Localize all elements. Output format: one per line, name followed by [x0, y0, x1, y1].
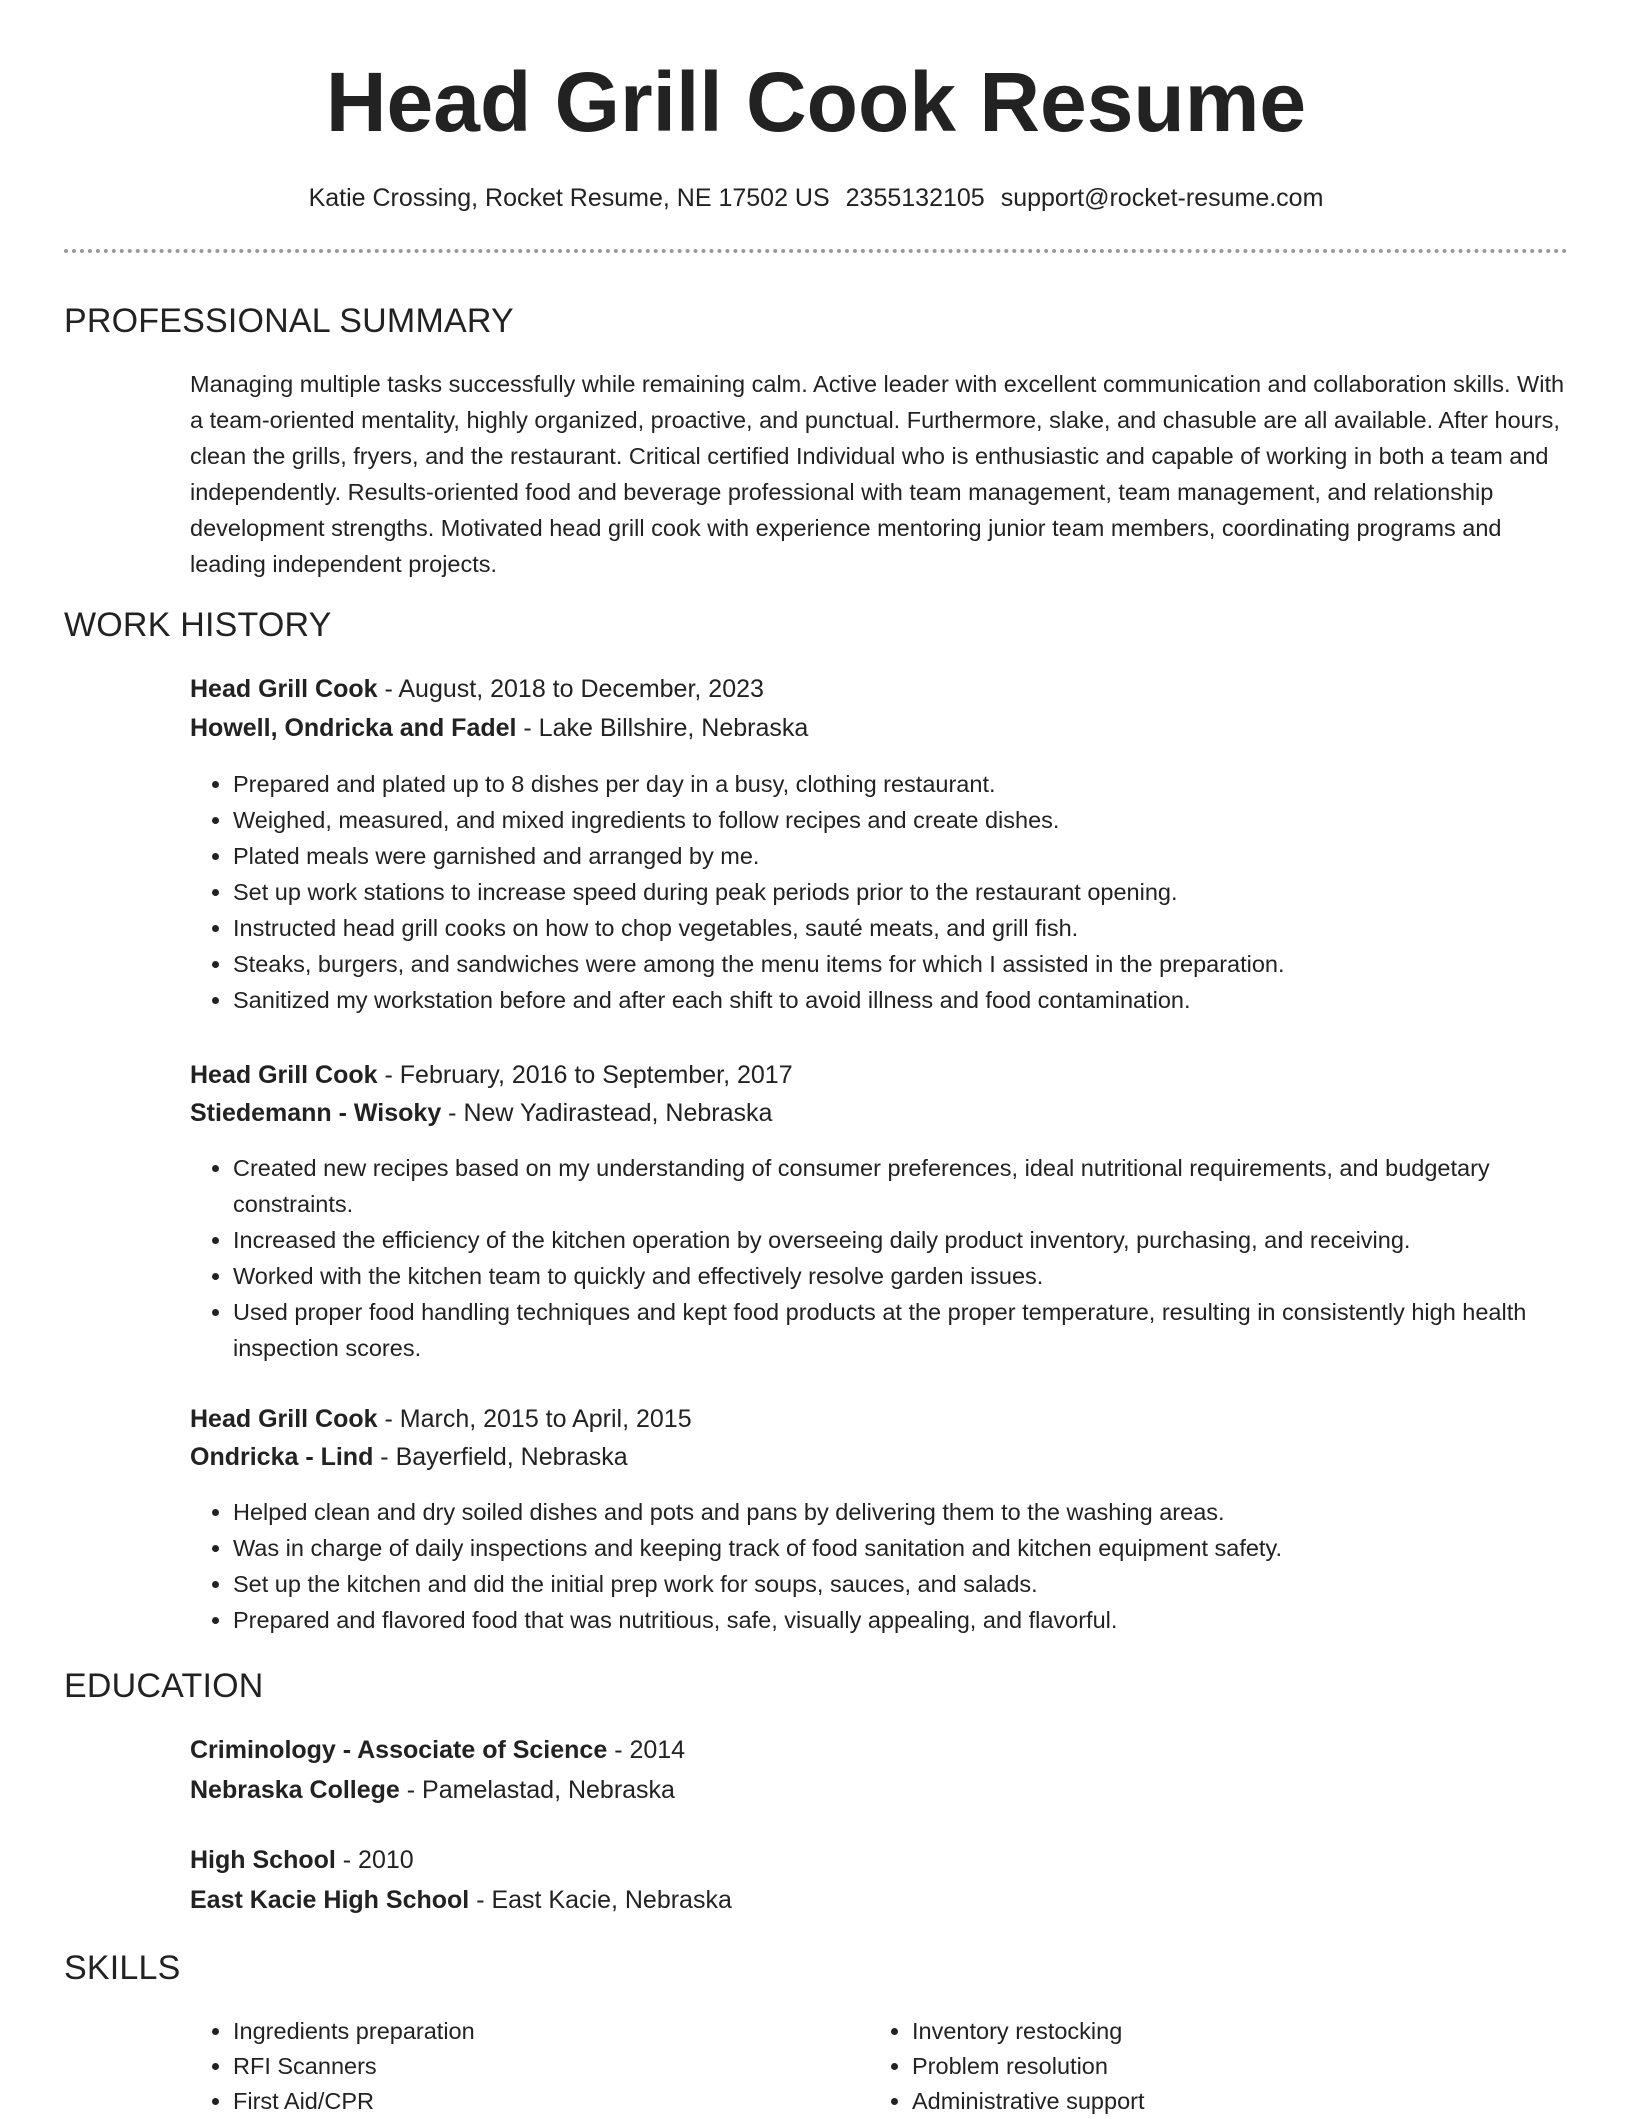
education-heading: EDUCATION [64, 1667, 264, 1705]
list-item: • Weighed, measured, and mixed ingredients to follow recipes and create dishes. [233, 802, 1611, 838]
skills-list-left [190, 2014, 853, 2119]
list-item: • Created new recipes based on my understanding of consumer preferences, ideal nutritional requirements, and budgetary constraints. [233, 1150, 1611, 1222]
list-item: • Prepared and flavored food that was nutritious, safe, visually appealing, and flavorful. [233, 1602, 1611, 1638]
skill-item: • RFI Scanners [233, 2049, 853, 2084]
job-location: - Lake Billshire, Nebraska [516, 714, 809, 742]
list-item: • Steaks, burgers, and sandwiches were among the menu items for which I assisted in the preparation. [233, 946, 1611, 982]
list-item: • Worked with the kitchen team to quickly and effectively resolve garden issues. [233, 1258, 1611, 1294]
job-company: Stiedemann - Wisoky [190, 1099, 442, 1127]
job-bullets [190, 766, 1611, 1018]
summary-heading: PROFESSIONAL SUMMARY [64, 302, 514, 340]
skills-list-right [869, 2014, 1532, 2119]
list-item: • Prepared and plated up to 8 dishes per day in a busy, clothing restaurant. [233, 766, 1611, 802]
list-item: • Plated meals were garnished and arranged by me. [233, 838, 1611, 874]
job-company-line [190, 710, 808, 746]
list-item: • Was in charge of daily inspections and keeping track of food sanitation and kitchen equipment safety. [233, 1530, 1611, 1566]
skill-item: • Inventory restocking [912, 2014, 1532, 2049]
education-school: Nebraska College [190, 1776, 400, 1804]
contact-line [0, 180, 1632, 216]
list-item: • Instructed head grill cooks on how to chop vegetables, sauté meats, and grill fish. [233, 910, 1611, 946]
education-location: - East Kacie, Nebraska [469, 1886, 732, 1914]
job-title: Head Grill Cook [190, 675, 378, 703]
skill-item: • First Aid/CPR [233, 2084, 853, 2119]
job-title-line [190, 1057, 793, 1093]
job-title-line [190, 1401, 692, 1437]
list-item: • Used proper food handling techniques and kept food products at the proper temperature, resulting in consistently high health inspection scores. [233, 1294, 1611, 1366]
contact-address: Katie Crossing, Rocket Resume, NE 17502 US [308, 184, 830, 212]
education-degree-line [190, 1732, 685, 1768]
contact-email[interactable]: support@rocket-resume.com [1000, 184, 1324, 212]
job-location: - New Yadirastead, Nebraska [441, 1099, 773, 1127]
job-bullets [190, 1494, 1611, 1638]
resume-title: Head Grill Cook Resume [325, 55, 1307, 149]
education-school-line [190, 1882, 732, 1918]
job-title: Head Grill Cook [190, 1061, 378, 1089]
education-school: East Kacie High School [190, 1886, 470, 1914]
education-degree: High School [190, 1846, 336, 1874]
job-title: Head Grill Cook [190, 1405, 378, 1433]
header-divider [64, 249, 1568, 253]
job-title-line [190, 671, 764, 707]
job-dates: - February, 2016 to September, 2017 [377, 1061, 793, 1089]
list-item: • Sanitized my workstation before and after each shift to avoid illness and food contamination. [233, 982, 1611, 1018]
list-item: • Increased the efficiency of the kitchen operation by overseeing daily product inventory, purchasing, and receiving. [233, 1222, 1611, 1258]
job-company-line [190, 1095, 772, 1131]
education-degree: Criminology - Associate of Science [190, 1736, 608, 1764]
list-item: • Helped clean and dry soiled dishes and pots and pans by delivering them to the washing areas. [233, 1494, 1611, 1530]
skill-item: • Problem resolution [912, 2049, 1532, 2084]
contact-phone: 2355132105 [845, 184, 985, 212]
education-school-line [190, 1772, 675, 1808]
job-company-line [190, 1439, 628, 1475]
job-dates: - March, 2015 to April, 2015 [377, 1405, 692, 1433]
education-year: - 2010 [335, 1846, 414, 1874]
education-location: - Pamelastad, Nebraska [399, 1776, 675, 1804]
education-degree-line [190, 1842, 414, 1878]
job-location: - Bayerfield, Nebraska [373, 1443, 628, 1471]
list-item: • Set up work stations to increase speed during peak periods prior to the restaurant opening. [233, 874, 1611, 910]
skill-item: • Ingredients preparation [233, 2014, 853, 2049]
list-item: • Set up the kitchen and did the initial prep work for soups, sauces, and salads. [233, 1566, 1611, 1602]
skill-item: • Administrative support [912, 2084, 1532, 2119]
job-dates: - August, 2018 to December, 2023 [377, 675, 764, 703]
education-year: - 2014 [607, 1736, 686, 1764]
job-company: Ondricka - Lind [190, 1443, 374, 1471]
job-company: Howell, Ondricka and Fadel [190, 714, 517, 742]
work-history-heading: WORK HISTORY [64, 606, 332, 644]
job-bullets [190, 1150, 1611, 1366]
skills-heading: SKILLS [64, 1949, 181, 1987]
summary-text: Managing multiple tasks successfully while remaining calm. Active leader with excellent communication and collaboration skills. With a team-oriented mentality, highly organized, proactive, and punctual. Furthermore, slake, and chasuble are all available. After hours, clean the grills, fryers, and the restaurant. Critical certified Individual who is enthusiastic and capable of working in both a team and independently. Results-oriented food and beverage professional with team management, team management, and relationship development strengths. Motivated head grill cook with experience mentoring junior team members, coordinating programs and leading independent projects. [190, 371, 1565, 577]
